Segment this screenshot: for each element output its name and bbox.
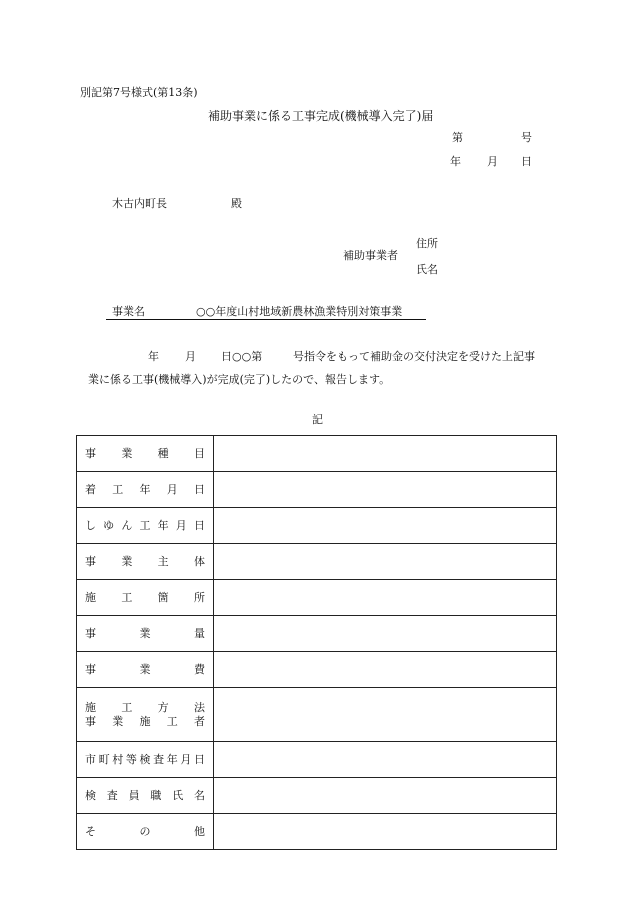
row-label <box>77 472 214 508</box>
label-char: 検 <box>139 752 151 766</box>
label-char: ん <box>121 518 133 532</box>
body-month: 月 <box>185 350 196 363</box>
label-char: 方 <box>157 700 169 714</box>
ki-heading: 記 <box>312 413 323 426</box>
addressee-honorific: 殿 <box>231 197 242 210</box>
applicant-address-label: 住所 <box>416 237 438 250</box>
label-char: 日 <box>194 482 205 496</box>
label-char: そ <box>85 824 96 838</box>
table-row <box>77 508 557 544</box>
row-label <box>77 814 214 850</box>
label-char: 主 <box>157 554 169 568</box>
label-char: 施 <box>85 700 96 714</box>
project-value: ○○年度山村地域新農林漁業特別対策事業 <box>196 305 403 318</box>
label-char: 日 <box>194 752 205 766</box>
label-char: 工 <box>166 714 178 728</box>
label-char: 施 <box>139 714 151 728</box>
row-value-cell[interactable] <box>214 742 557 778</box>
label-char: 員 <box>128 788 140 802</box>
body-line-2: 業に係る工事(機械導入)が完成(完了)したので、報告します。 <box>88 373 391 386</box>
row-label <box>77 508 214 544</box>
label-char: 事 <box>85 714 96 728</box>
label-char: 名 <box>193 788 205 802</box>
table-row <box>77 616 557 652</box>
label-char: し <box>85 518 96 532</box>
project-label: 事業名 <box>112 305 145 318</box>
number-go: 号 <box>521 131 532 144</box>
label-char: 業 <box>121 446 133 460</box>
applicant-name-label: 氏名 <box>416 263 438 276</box>
label-char: 業 <box>112 714 124 728</box>
label-char: の <box>139 824 151 838</box>
project-name-line <box>106 305 426 320</box>
date-year: 年 <box>450 155 461 168</box>
row-value-cell[interactable] <box>214 508 557 544</box>
label-char: 査 <box>153 752 165 766</box>
row-label <box>77 688 214 742</box>
row-value-cell[interactable] <box>214 688 557 742</box>
body-year: 年 <box>148 350 159 363</box>
label-char: 所 <box>193 590 205 604</box>
label-char: 市 <box>85 752 96 766</box>
row-value-cell[interactable] <box>214 436 557 472</box>
row-label <box>77 778 214 814</box>
table-row <box>77 688 557 742</box>
label-char: 業 <box>121 554 133 568</box>
label-char: 月 <box>175 518 187 532</box>
label-char: 事 <box>85 554 96 568</box>
label-char: ゆ <box>103 518 115 532</box>
label-char: 業 <box>139 626 151 640</box>
table-row <box>77 814 557 850</box>
form-code: 別記第7号様式(第13条) <box>80 86 198 99</box>
label-char: 年 <box>166 752 178 766</box>
label-char: 工 <box>121 590 133 604</box>
date-day: 日 <box>521 155 532 168</box>
table-row <box>77 580 557 616</box>
label-char: 業 <box>139 662 151 676</box>
label-char: 施 <box>85 590 96 604</box>
row-value-cell[interactable] <box>214 472 557 508</box>
row-value-cell[interactable] <box>214 778 557 814</box>
row-label <box>77 436 214 472</box>
row-value-cell[interactable] <box>214 814 557 850</box>
label-char: 種 <box>157 446 169 460</box>
label-char: 村 <box>112 752 124 766</box>
table-row <box>77 742 557 778</box>
label-char: 事 <box>85 446 96 460</box>
label-char: 等 <box>125 752 137 766</box>
date-month: 月 <box>487 155 498 168</box>
label-char: 工 <box>139 518 151 532</box>
applicant-role-label: 補助事業者 <box>343 249 398 262</box>
row-label <box>77 616 214 652</box>
label-char: 箇 <box>157 590 169 604</box>
body-day-ref: 日○○第 <box>221 350 263 363</box>
table-row <box>77 544 557 580</box>
label-char: 者 <box>194 714 205 728</box>
document-title: 補助事業に係る工事完成(機械導入完了)届 <box>208 109 434 123</box>
label-char: 費 <box>194 662 205 676</box>
label-char: 目 <box>193 446 205 460</box>
label-char: 事 <box>85 662 96 676</box>
label-char: 町 <box>98 752 110 766</box>
label-char: 他 <box>194 824 205 838</box>
table-row <box>77 652 557 688</box>
label-char: 工 <box>112 482 124 496</box>
table-row <box>77 778 557 814</box>
row-label <box>77 580 214 616</box>
row-label <box>77 544 214 580</box>
table-row <box>77 472 557 508</box>
label-char: 年 <box>139 482 151 496</box>
row-value-cell[interactable] <box>214 616 557 652</box>
label-char: 着 <box>85 482 96 496</box>
items-table <box>76 435 557 850</box>
label-char: 工 <box>121 700 133 714</box>
row-label <box>77 742 214 778</box>
label-char: 年 <box>157 518 169 532</box>
row-value-cell[interactable] <box>214 544 557 580</box>
label-char: 検 <box>85 788 96 802</box>
label-char: 日 <box>193 518 205 532</box>
label-char: 月 <box>166 482 178 496</box>
label-char: 体 <box>193 554 205 568</box>
label-char: 事 <box>85 626 96 640</box>
label-char: 氏 <box>172 788 184 802</box>
label-char: 量 <box>194 626 205 640</box>
label-char: 法 <box>193 700 205 714</box>
row-label <box>77 652 214 688</box>
label-char: 月 <box>180 752 192 766</box>
table-row <box>77 436 557 472</box>
body-rest: 号指令をもって補助金の交付決定を受けた上記事 <box>293 350 535 363</box>
label-char: 職 <box>150 788 162 802</box>
number-dai: 第 <box>452 131 463 144</box>
addressee-name: 木古内町長 <box>112 197 167 210</box>
row-value-cell[interactable] <box>214 652 557 688</box>
label-char: 査 <box>106 788 118 802</box>
row-value-cell[interactable] <box>214 580 557 616</box>
